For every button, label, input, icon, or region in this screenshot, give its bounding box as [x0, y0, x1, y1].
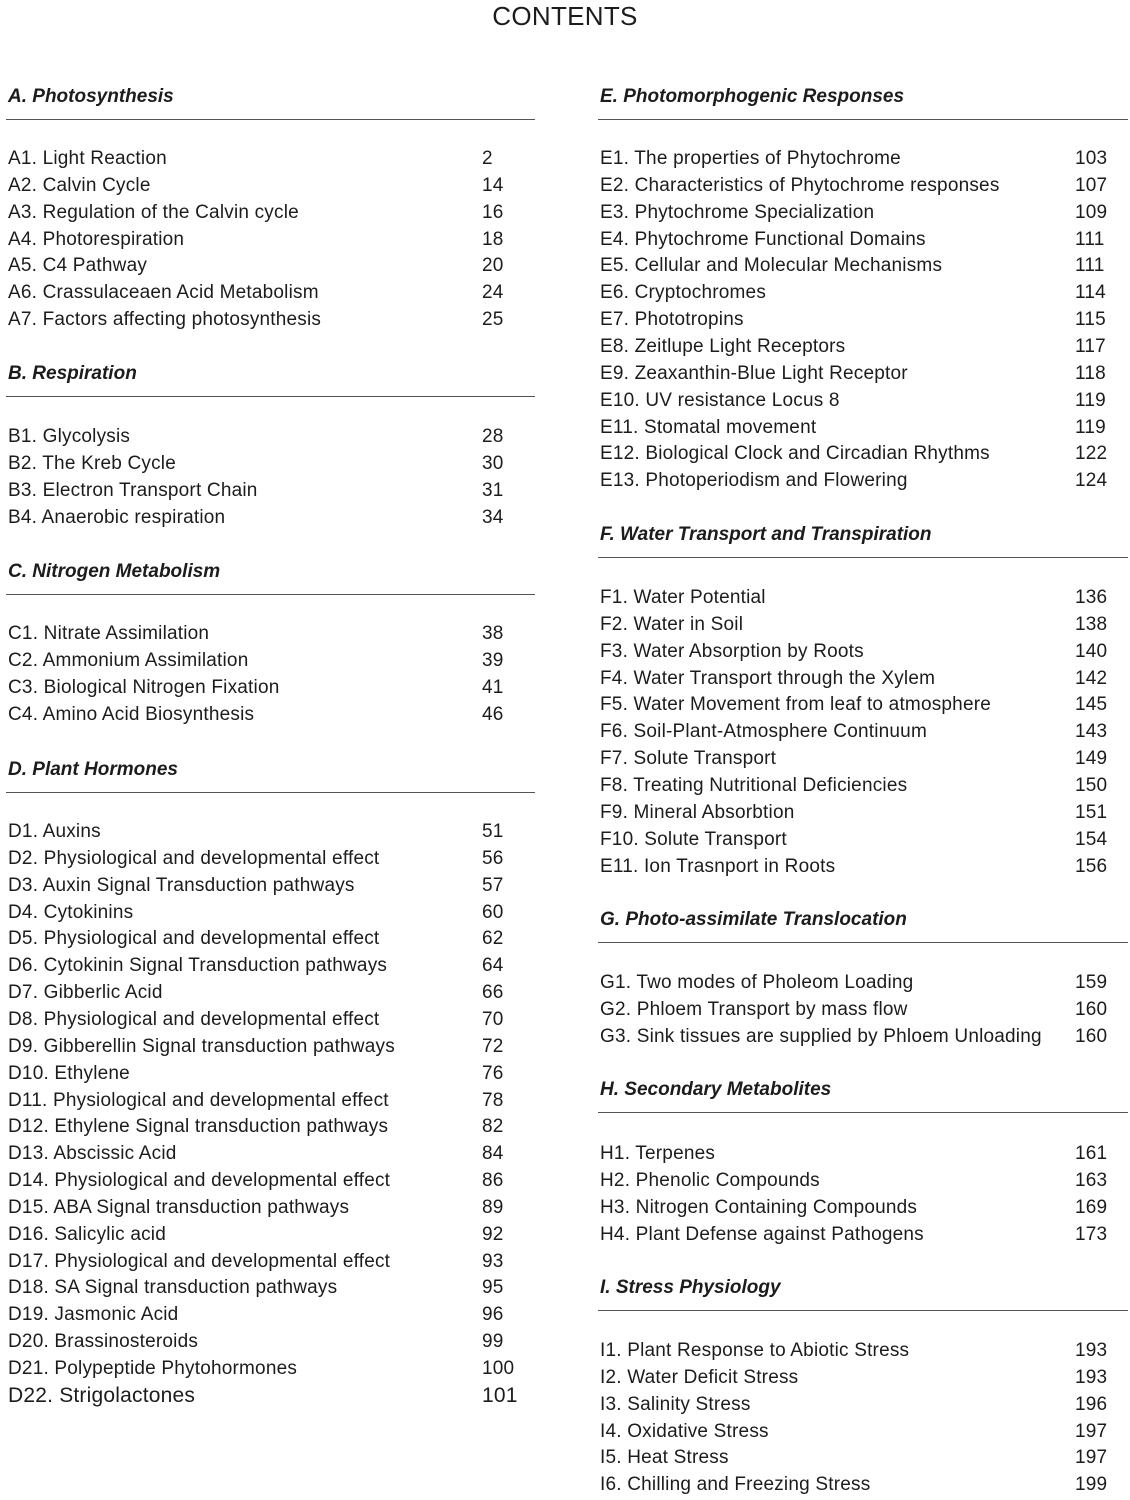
toc-entry[interactable] — [598, 173, 1128, 199]
toc-entry[interactable] — [598, 827, 1128, 853]
toc-entry[interactable] — [6, 1061, 535, 1087]
toc-entry-page-number: 111 — [1075, 255, 1105, 277]
toc-entry-title: D21. Polypeptide Phytohormones — [8, 1358, 298, 1379]
toc-entry-title: I3. Salinity Stress — [600, 1393, 751, 1415]
toc-entry[interactable] — [6, 873, 535, 899]
toc-entry-title: D11. Physiological and developmental effect — [8, 1089, 389, 1111]
toc-entry[interactable] — [6, 1383, 535, 1409]
toc-entry-title: D6. Cytokinin Signal Transduction pathways — [8, 955, 388, 977]
toc-entry-title: E4. Phytochrome Functional Domains — [600, 228, 926, 250]
toc-entry[interactable] — [6, 280, 535, 306]
toc-entry-page-number: 41 — [482, 676, 504, 698]
toc-entry-page-number: 169 — [1075, 1196, 1108, 1218]
toc-entry-page-number: 93 — [482, 1250, 504, 1272]
toc-entry-page-number: 199 — [1075, 1474, 1108, 1496]
toc-entry-page-number: 76 — [482, 1062, 504, 1084]
toc-entry-page-number: 138 — [1075, 613, 1108, 635]
toc-entry[interactable] — [598, 773, 1128, 799]
toc-entry-page-number: 163 — [1075, 1169, 1108, 1191]
toc-entry-title: E5. Cellular and Molecular Mechanisms — [600, 255, 943, 277]
toc-entry-title: E2. Characteristics of Phytochrome responses — [600, 174, 1000, 196]
toc-entry[interactable] — [6, 1195, 535, 1221]
toc-entry[interactable] — [598, 1365, 1128, 1391]
toc-entry[interactable] — [6, 1222, 535, 1248]
toc-entry[interactable] — [6, 1034, 535, 1060]
toc-entry[interactable] — [6, 702, 535, 728]
toc-entry[interactable] — [598, 997, 1128, 1023]
toc-entry-page-number: 193 — [1075, 1366, 1108, 1388]
toc-entry[interactable] — [6, 1114, 535, 1140]
toc-entry[interactable] — [598, 361, 1128, 387]
toc-entry-title: D17. Physiological and developmental effect — [8, 1250, 391, 1272]
toc-entry[interactable] — [6, 648, 535, 674]
toc-entry-title: A3. Regulation of the Calvin cycle — [8, 201, 299, 223]
section-divider — [6, 119, 535, 120]
toc-entry[interactable] — [598, 1419, 1128, 1445]
toc-entry-title: A2. Calvin Cycle — [8, 174, 151, 196]
toc-entry-title: A7. Factors affecting photosynthesis — [8, 309, 322, 331]
toc-entry[interactable] — [598, 1168, 1128, 1194]
toc-entry-page-number: 156 — [1075, 855, 1108, 877]
toc-entry-title: D13. Abscissic Acid — [8, 1143, 177, 1165]
toc-entry[interactable] — [6, 1249, 535, 1275]
toc-entry[interactable] — [598, 1195, 1128, 1221]
section-heading: H. Secondary Metabolites — [600, 1079, 832, 1100]
toc-entry-page-number: 89 — [482, 1196, 504, 1218]
toc-entry-title: C3. Biological Nitrogen Fixation — [8, 676, 280, 698]
toc-entry-page-number: 51 — [482, 821, 504, 842]
toc-entry-page-number: 16 — [482, 201, 504, 223]
toc-entry-title: D19. Jasmonic Acid — [8, 1304, 179, 1326]
toc-entry-page-number: 154 — [1075, 828, 1108, 850]
toc-entry-page-number: 136 — [1075, 587, 1108, 608]
toc-entry-page-number: 119 — [1075, 389, 1106, 411]
toc-entry-title: H2. Phenolic Compounds — [600, 1169, 820, 1191]
toc-entry-page-number: 103 — [1075, 148, 1108, 169]
toc-entry[interactable] — [598, 719, 1128, 745]
toc-entry-page-number: 101 — [482, 1383, 518, 1407]
toc-entry[interactable] — [6, 675, 535, 701]
toc-entry-title: D20. Brassinosteroids — [8, 1331, 199, 1353]
toc-entry-title: F10. Solute Transport — [600, 828, 787, 850]
toc-entry-title: C1. Nitrate Assimilation — [8, 623, 210, 644]
toc-entry-title: A6. Crassulaceaen Acid Metabolism — [8, 282, 319, 304]
toc-entry-page-number: 14 — [482, 174, 504, 196]
toc-entry-page-number: 142 — [1075, 667, 1108, 689]
section-heading: I. Stress Physiology — [600, 1277, 781, 1298]
toc-entry-page-number: 78 — [482, 1089, 504, 1111]
toc-entry[interactable] — [6, 1007, 535, 1033]
toc-entry-page-number: 151 — [1075, 801, 1108, 823]
toc-entry[interactable] — [6, 505, 535, 531]
toc-entry[interactable] — [598, 307, 1128, 333]
toc-entry[interactable] — [598, 1445, 1128, 1471]
toc-entry-page-number: 119 — [1075, 416, 1106, 438]
toc-entry[interactable] — [6, 451, 535, 477]
section-divider — [598, 1112, 1128, 1113]
toc-entry-title: I5. Heat Stress — [600, 1447, 729, 1469]
toc-entry-title: E11. Ion Trasnport in Roots — [600, 855, 836, 877]
toc-entry-page-number: 31 — [482, 479, 504, 501]
toc-entry[interactable] — [598, 1472, 1128, 1498]
toc-entry-title: D5. Physiological and developmental effect — [8, 928, 380, 950]
toc-entry-title: C4. Amino Acid Biosynthesis — [8, 703, 255, 725]
toc-entry-title: D3. Auxin Signal Transduction pathways — [8, 874, 355, 896]
toc-entry[interactable] — [6, 846, 535, 872]
toc-entry-page-number: 64 — [482, 955, 504, 977]
toc-entry-page-number: 2 — [482, 148, 493, 169]
toc-entry-title: E11. Stomatal movement — [600, 416, 817, 438]
toc-entry[interactable] — [598, 746, 1128, 772]
toc-entry[interactable] — [598, 800, 1128, 826]
toc-entry-title: D22. Strigolactones — [8, 1383, 196, 1407]
section-heading: G. Photo-assimilate Translocation — [600, 909, 907, 930]
toc-entry-title: D4. Cytokinins — [8, 901, 134, 923]
toc-entry-title: E10. UV resistance Locus 8 — [600, 389, 840, 411]
toc-entry[interactable] — [6, 307, 535, 333]
toc-entry-page-number: 118 — [1075, 362, 1106, 384]
toc-entry-page-number: 24 — [482, 282, 504, 304]
toc-entry-page-number: 159 — [1075, 972, 1108, 993]
toc-entry[interactable] — [598, 692, 1128, 718]
toc-entry-page-number: 173 — [1075, 1223, 1108, 1245]
toc-entry-page-number: 72 — [482, 1035, 504, 1057]
toc-entry-page-number: 100 — [482, 1358, 515, 1379]
toc-entry-title: E7. Phototropins — [600, 309, 744, 331]
toc-entry[interactable] — [6, 200, 535, 226]
toc-entry-title: B1. Glycolysis — [8, 426, 131, 447]
toc-entry-title: F9. Mineral Absorbtion — [600, 801, 795, 823]
toc-entry-title: C2. Ammonium Assimilation — [8, 649, 249, 671]
toc-entry[interactable] — [6, 900, 535, 926]
toc-entry[interactable] — [6, 424, 535, 450]
toc-entry-title: A5. C4 Pathway — [8, 255, 148, 277]
toc-entry-title: G3. Sink tissues are supplied by Phloem Unloading — [600, 1025, 1042, 1047]
toc-entry-title: E8. Zeitlupe Light Receptors — [600, 335, 846, 357]
toc-entry[interactable] — [598, 1141, 1128, 1167]
toc-entry-title: B4. Anaerobic respiration — [8, 506, 226, 528]
toc-entry[interactable] — [6, 953, 535, 979]
toc-entry-page-number: 111 — [1075, 228, 1105, 250]
toc-entry[interactable] — [6, 980, 535, 1006]
toc-entry-page-number: 145 — [1075, 694, 1108, 716]
toc-entry-page-number: 92 — [482, 1223, 504, 1245]
section-divider — [598, 942, 1128, 943]
toc-entry-page-number: 18 — [482, 228, 504, 250]
toc-entry-title: D10. Ethylene — [8, 1062, 130, 1084]
toc-entry-page-number: 197 — [1075, 1447, 1108, 1469]
toc-entry-title: G2. Phloem Transport by mass flow — [600, 998, 908, 1020]
toc-entry-title: B2. The Kreb Cycle — [8, 452, 176, 474]
toc-entry-title: H4. Plant Defense against Pathogens — [600, 1223, 924, 1245]
toc-entry-page-number: 34 — [482, 506, 504, 528]
toc-entry[interactable] — [598, 334, 1128, 360]
toc-entry[interactable] — [598, 415, 1128, 441]
toc-entry[interactable] — [598, 227, 1128, 253]
toc-entry[interactable] — [598, 146, 1128, 172]
section-divider — [598, 1310, 1128, 1311]
toc-entry[interactable] — [598, 388, 1128, 414]
toc-entry[interactable] — [598, 280, 1128, 306]
section-divider — [598, 119, 1128, 120]
section-divider — [6, 396, 535, 397]
toc-entry-title: E3. Phytochrome Specialization — [600, 201, 875, 223]
section-divider — [6, 594, 535, 595]
toc-entry[interactable] — [6, 1329, 535, 1355]
toc-entry[interactable] — [598, 639, 1128, 665]
toc-entry-title: F8. Treating Nutritional Deficiencies — [600, 774, 908, 796]
toc-entry-page-number: 143 — [1075, 721, 1108, 743]
toc-entry[interactable] — [598, 1392, 1128, 1418]
section-divider — [598, 557, 1128, 558]
toc-entry-page-number: 84 — [482, 1143, 504, 1165]
toc-entry-page-number: 46 — [482, 703, 504, 725]
toc-entry[interactable] — [6, 173, 535, 199]
toc-entry-page-number: 95 — [482, 1277, 504, 1299]
toc-entry[interactable] — [6, 1168, 535, 1194]
toc-entry-page-number: 82 — [482, 1116, 504, 1138]
toc-entry-title: E1. The properties of Phytochrome — [600, 148, 901, 169]
toc-entry-page-number: 124 — [1075, 470, 1108, 492]
toc-entry-title: F3. Water Absorption by Roots — [600, 640, 864, 662]
toc-entry-page-number: 60 — [482, 901, 504, 923]
toc-entry-page-number: 149 — [1075, 748, 1108, 770]
toc-entry[interactable] — [598, 1338, 1128, 1364]
toc-entry-title: D9. Gibberellin Signal transduction pathways — [8, 1035, 395, 1057]
toc-entry-page-number: 38 — [482, 623, 504, 644]
page-title: CONTENTS — [492, 1, 638, 31]
toc-entry[interactable] — [598, 200, 1128, 226]
toc-entry-page-number: 115 — [1075, 309, 1106, 331]
toc-entry[interactable] — [6, 253, 535, 279]
toc-entry-title: I1. Plant Response to Abiotic Stress — [600, 1340, 910, 1361]
toc-entry-page-number: 140 — [1075, 640, 1108, 662]
toc-entry-title: I2. Water Deficit Stress — [600, 1366, 799, 1388]
toc-entry-title: H1. Terpenes — [600, 1143, 716, 1164]
toc-entry[interactable] — [598, 1024, 1128, 1050]
toc-entry-title: F4. Water Transport through the Xylem — [600, 667, 936, 689]
toc-entry-title: D18. SA Signal transduction pathways — [8, 1277, 338, 1299]
toc-entry-title: E13. Photoperiodism and Flowering — [600, 470, 908, 492]
toc-entry-title: H3. Nitrogen Containing Compounds — [600, 1196, 918, 1218]
toc-entry-title: D7. Gibberlic Acid — [8, 982, 163, 1004]
toc-entry-page-number: 160 — [1075, 998, 1108, 1020]
toc-entry[interactable] — [6, 478, 535, 504]
section-heading: D. Plant Hormones — [8, 759, 178, 780]
toc-entry-title: E9. Zeaxanthin-Blue Light Receptor — [600, 362, 908, 384]
toc-entry-page-number: 70 — [482, 1008, 504, 1030]
toc-entry-page-number: 99 — [482, 1331, 504, 1353]
toc-entry-title: F5. Water Movement from leaf to atmosphere — [600, 694, 992, 716]
toc-entry-title: D2. Physiological and developmental effect — [8, 847, 380, 869]
toc-entry-page-number: 114 — [1075, 282, 1106, 304]
section-heading: A. Photosynthesis — [8, 86, 174, 107]
toc-entry-page-number: 117 — [1075, 335, 1106, 357]
toc-entry-title: E12. Biological Clock and Circadian Rhythms — [600, 443, 990, 465]
toc-entry-title: D8. Physiological and developmental effect — [8, 1008, 380, 1030]
toc-entry-title: D16. Salicylic acid — [8, 1223, 166, 1245]
toc-entry[interactable] — [598, 970, 1128, 996]
toc-entry-title: G1. Two modes of Pholeom Loading — [600, 972, 914, 993]
toc-entry-page-number: 20 — [482, 255, 504, 277]
toc-entry[interactable] — [598, 468, 1128, 494]
toc-entry[interactable] — [598, 585, 1128, 611]
toc-entry-page-number: 25 — [482, 309, 504, 331]
toc-entry-title: D12. Ethylene Signal transduction pathways — [8, 1116, 389, 1138]
section-heading: C. Nitrogen Metabolism — [8, 561, 221, 582]
toc-entry[interactable] — [6, 819, 535, 845]
toc-entry-page-number: 30 — [482, 452, 504, 474]
section-heading: E. Photomorphogenic Responses — [600, 86, 905, 107]
section-heading: B. Respiration — [8, 363, 137, 384]
toc-entry-page-number: 122 — [1075, 443, 1108, 465]
toc-entry-title: A1. Light Reaction — [8, 148, 167, 169]
toc-entry-page-number: 109 — [1075, 201, 1108, 223]
toc-entry[interactable] — [598, 1222, 1128, 1248]
toc-entry[interactable] — [6, 146, 535, 172]
toc-entry-page-number: 56 — [482, 847, 504, 869]
toc-entry[interactable] — [6, 621, 535, 647]
toc-entry-title: F2. Water in Soil — [600, 613, 744, 635]
toc-entry[interactable] — [6, 1275, 535, 1301]
toc-entry[interactable] — [6, 1088, 535, 1114]
toc-entry[interactable] — [598, 441, 1128, 467]
section-heading: F. Water Transport and Transpiration — [600, 524, 932, 545]
toc-entry-page-number: 107 — [1075, 174, 1108, 196]
toc-entry-title: F1. Water Potential — [600, 587, 766, 608]
section-divider — [6, 792, 535, 793]
toc-entry[interactable] — [6, 227, 535, 253]
toc-entry-title: I6. Chilling and Freezing Stress — [600, 1474, 871, 1496]
toc-entry[interactable] — [598, 666, 1128, 692]
toc-entry-page-number: 193 — [1075, 1340, 1108, 1361]
toc-entry-page-number: 197 — [1075, 1420, 1108, 1442]
toc-entry-title: D1. Auxins — [8, 821, 101, 842]
toc-entry-page-number: 28 — [482, 426, 504, 447]
toc-entry-title: I4. Oxidative Stress — [600, 1420, 769, 1442]
toc-entry[interactable] — [598, 854, 1128, 880]
toc-entry-page-number: 96 — [482, 1304, 504, 1326]
toc-entry-page-number: 196 — [1075, 1393, 1108, 1415]
toc-entry-title: F7. Solute Transport — [600, 748, 777, 770]
toc-entry-page-number: 62 — [482, 928, 504, 950]
toc-entry-page-number: 57 — [482, 874, 504, 896]
toc-entry-page-number: 161 — [1075, 1143, 1108, 1164]
toc-entry[interactable] — [598, 612, 1128, 638]
toc-entry[interactable] — [598, 253, 1128, 279]
toc-entry-title: B3. Electron Transport Chain — [8, 479, 258, 501]
toc-entry-page-number: 39 — [482, 649, 504, 671]
toc-entry-title: D15. ABA Signal transduction pathways — [8, 1196, 350, 1218]
toc-entry[interactable] — [6, 1302, 535, 1328]
toc-entry[interactable] — [6, 926, 535, 952]
toc-entry-title: F6. Soil-Plant-Atmosphere Continuum — [600, 721, 927, 743]
toc-entry-page-number: 150 — [1075, 774, 1108, 796]
toc-entry-title: D14. Physiological and developmental effect — [8, 1170, 391, 1192]
toc-entry[interactable] — [6, 1356, 535, 1382]
toc-entry-title: A4. Photorespiration — [8, 228, 185, 250]
toc-entry-page-number: 160 — [1075, 1025, 1108, 1047]
toc-entry[interactable] — [6, 1141, 535, 1167]
toc-entry-page-number: 86 — [482, 1170, 504, 1192]
toc-entry-page-number: 66 — [482, 982, 504, 1004]
toc-entry-title: E6. Cryptochromes — [600, 282, 767, 304]
